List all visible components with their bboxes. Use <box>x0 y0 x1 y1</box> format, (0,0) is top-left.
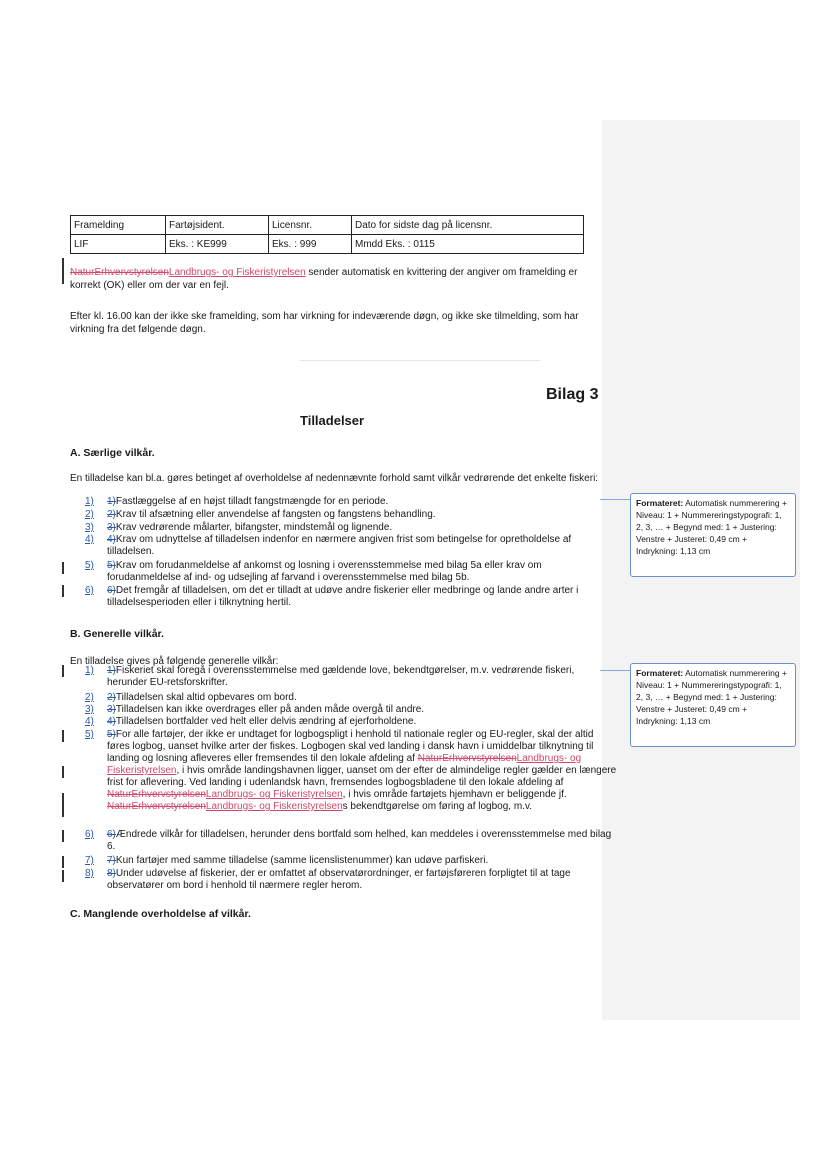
list-item-text: Tilladelsen bortfalder ved helt eller delvis ændring af ejerforholdene. <box>115 716 417 727</box>
list-item-text: Tilladelsen skal altid opbevares om bord. <box>115 692 297 703</box>
paragraph-text: sender automatisk en kvittering der angiver om framelding er korrekt (OK) eller om der var en fejl. <box>70 267 578 291</box>
list-item-text: , i hvis område landingshavnen ligger, uanset om der efter de almindelige regler gælder en længere frist for aflevering. Ved landing i udenlandsk havn, fremsendes logbogsbladene til den lokale afdeling af <box>107 765 617 788</box>
list-number: 3) <box>85 522 94 533</box>
list-item-text: Fastlæggelse af en højst tilladt fangstmængde for en periode. <box>115 496 389 507</box>
change-bar <box>62 585 64 597</box>
section-a-heading: A. Særlige vilkår. <box>70 447 155 459</box>
tracked-deletion: 5) <box>107 729 116 740</box>
list-number: 3) <box>85 704 94 715</box>
tracked-deletion: 3) <box>107 704 116 715</box>
tracked-insertion: Landbrugs- og Fiskeristyrelsen <box>205 801 343 812</box>
list-number: 1) <box>85 665 94 676</box>
change-bar <box>62 258 64 284</box>
list-number: 5) <box>85 560 94 571</box>
table-cell: Licensnr. <box>269 216 352 235</box>
table-cell: Framelding <box>71 216 166 235</box>
table-row <box>71 235 584 254</box>
comment-connector <box>600 670 630 671</box>
comment-text: Automatisk nummerering + Niveau: 1 + Nummereringstypografi: 1, 2, 3, … + Begynd med: 1 + Justering: Venstre + Justeret: 0,49 cm + Indrykning: 1,13 cm <box>636 668 787 726</box>
list-number: 2) <box>85 509 94 520</box>
list-item-text: Tilladelsen kan ikke overdrages eller på anden måde overgå til andre. <box>115 704 425 715</box>
page-title: Tilladelser <box>300 413 365 428</box>
list-item <box>85 522 617 534</box>
table-cell: Dato for sidste dag på licensnr. <box>352 216 584 235</box>
list-number: 4) <box>85 534 94 545</box>
tracked-insertion: Landbrugs- og Fiskeristyrelsen <box>168 267 306 278</box>
comment-label: Formateret: <box>636 498 684 508</box>
list-item <box>85 560 617 584</box>
list-number: 4) <box>85 716 94 727</box>
list-item-text: Kun fartøjer med samme tilladelse (samme licenslistenummer) kan udøve parfiskeri. <box>115 855 489 866</box>
tracked-deletion: 2) <box>107 692 116 703</box>
appendix-label: Bilag 3 <box>546 386 599 403</box>
change-bar <box>62 665 64 677</box>
list-item <box>85 868 617 892</box>
change-bar <box>62 830 64 842</box>
list-item-text: Ændrede vilkår for tilladelsen, herunder dens bortfald som helhed, kan meddeles i overensstemmelse med bilag 6. <box>107 829 612 852</box>
list-number: 6) <box>85 585 94 596</box>
table-cell: Mmdd Eks. : 0115 <box>352 235 584 254</box>
tracked-insertion: Landbrugs- og Fiskeristyrelsen <box>107 753 582 776</box>
list-number: 8) <box>85 868 94 879</box>
tracked-deletion: 1) <box>107 665 116 676</box>
list-item-text: s bekendtgørelse om føring af logbog, m.v. <box>342 801 533 812</box>
tracked-deletion: 2) <box>107 509 116 520</box>
tracked-deletion: NaturErhvervstyrelsen <box>70 267 169 278</box>
list-item <box>85 496 617 508</box>
change-bar <box>62 793 64 817</box>
table-cell: Eks. : 999 <box>269 235 352 254</box>
divider <box>300 360 540 361</box>
list-item-text: Under udøvelse af fiskerier, der er omfattet af observatørordninger, er fartøjsføreren forpligtet til at tage observatører om bord i henhold til nærmere regler herom. <box>107 868 571 891</box>
framelding-table <box>70 215 584 254</box>
list-item <box>85 585 617 609</box>
table-cell: LIF <box>71 235 166 254</box>
section-b-heading: B. Generelle vilkår. <box>70 628 164 640</box>
paragraph-deadline: Efter kl. 16.00 kan der ikke ske framelding, som har virkning for indeværende døgn, og ikke ske tilmelding, som har virkning fra det følgende døgn. <box>70 311 579 335</box>
table-cell: Fartøjsident. <box>166 216 269 235</box>
tracked-deletion: 4) <box>107 716 116 727</box>
list-item-text: , i hvis område fartøjets hjemhavn er beliggende jf. <box>342 789 567 800</box>
change-bar <box>62 730 64 742</box>
comment-connector <box>600 499 630 500</box>
change-bar <box>62 562 64 574</box>
tracked-deletion: 8) <box>107 868 116 879</box>
tracked-deletion: 3) <box>107 522 116 533</box>
list-item <box>85 509 617 521</box>
tracked-deletion: NaturErhvervstyrelsen <box>417 753 517 764</box>
tracked-deletion: 7) <box>107 855 116 866</box>
list-item <box>85 716 617 728</box>
list-item-text: Krav vedrørende målarter, bifangster, mindstemål og lignende. <box>115 522 393 533</box>
list-number: 2) <box>85 692 94 703</box>
table-header-row <box>71 216 584 235</box>
list-item-text: Krav om udnyttelse af tilladelsen indenfor en nærmere angiven frist som betingelse for opretholdelse af tilladelsen. <box>107 534 572 557</box>
list-item-text: For alle fartøjer, der ikke er undtaget for logbogspligt i henhold til nationale regler og EU-regler, skal der altid føres logbog, uanset hvilke arter der fiskes. Logbogen skal ved landing i dansk havn i umiddelbar tilknytning til landing og losning afleveres eller fremsendes til den lokale afdeling af <box>107 729 594 764</box>
tracked-deletion: 4) <box>107 534 116 545</box>
comment-text: Automatisk nummerering + Niveau: 1 + Nummereringstypografi: 1, 2, 3, … + Begynd med: 1 + Justering: Venstre + Justeret: 0,49 cm + Indrykning: 1,13 cm <box>636 498 787 556</box>
tracked-deletion: 5) <box>107 560 116 571</box>
list-item-text: Fiskeriet skal foregå i overensstemmelse med gældende love, bekendtgørelser, m.v. vedrørende fiskeri, herunder EU-retsforskrifter. <box>107 665 575 688</box>
section-a-intro: En tilladelse kan bl.a. gøres betinget af overholdelse af nedennævnte forhold samt vilkår vedrørende det enkelte fiskeri: <box>70 473 599 484</box>
format-comment[interactable] <box>630 663 796 747</box>
table-cell: Eks. : KE999 <box>166 235 269 254</box>
section-c-heading: C. Manglende overholdelse af vilkår. <box>70 908 251 920</box>
list-item-text: Krav om forudanmeldelse af ankomst og losning i overensstemmelse med bilag 5a eller krav om forudanmeldelse af ind- og udsejling af farvand i overensstemmelse med bilag 5b. <box>107 560 542 583</box>
list-number: 5) <box>85 729 94 740</box>
change-bar <box>62 856 64 868</box>
comment-label: Formateret: <box>636 668 684 678</box>
tracked-deletion: NaturErhvervstyrelsen <box>107 789 206 800</box>
format-comment[interactable] <box>630 493 796 577</box>
tracked-deletion: 1) <box>107 496 116 507</box>
list-number: 7) <box>85 855 94 866</box>
list-item <box>85 829 617 853</box>
list-item <box>85 704 617 716</box>
list-item <box>85 692 617 704</box>
tracked-deletion: NaturErhvervstyrelsen <box>107 801 206 812</box>
list-item <box>85 855 617 867</box>
tracked-deletion: 6) <box>107 585 116 596</box>
tracked-insertion: Landbrugs- og Fiskeristyrelsen <box>205 789 343 800</box>
list-item-text: Krav til afsætning eller anvendelse af fangsten og fangstens behandling. <box>115 509 436 520</box>
list-item-text: Det fremgår af tilladelsen, om det er tilladt at udøve andre fiskerier eller medbringe og lande andre arter i tilladelsesperioden eller i tilknytning hertil. <box>107 585 579 608</box>
paragraph-kvittering <box>70 266 600 292</box>
change-bar <box>62 766 64 778</box>
list-number: 6) <box>85 829 94 840</box>
tracked-deletion: 6) <box>107 829 116 840</box>
list-number: 1) <box>85 496 94 507</box>
list-item <box>85 665 617 689</box>
list-item <box>85 729 617 813</box>
section-b-intro: En tilladelse gives på følgende generelle vilkår: <box>70 656 279 667</box>
change-bar <box>62 870 64 882</box>
list-item <box>85 534 617 558</box>
